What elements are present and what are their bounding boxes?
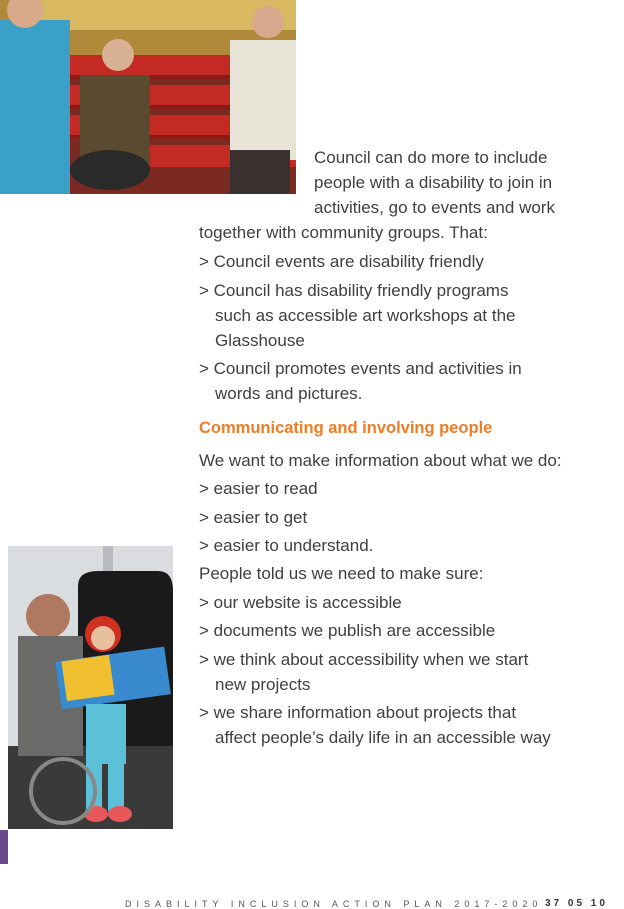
footer-title: DISABILITY INCLUSION ACTION PLAN 2017-2020 [125,899,543,909]
list-item: > easier to read [199,479,318,498]
section-intro: We want to make information about what we do: [199,451,562,470]
intro-line: Council can do more to include [314,148,548,167]
list-item: > we think about accessibility when we start [199,650,529,669]
list-item: > easier to get [199,508,308,527]
theatre-photo [0,0,296,194]
paragraph: People told us we need to make sure: [199,564,484,583]
intro-line: together with community groups. That: [199,223,488,242]
list-item-continuation: Glasshouse [215,331,305,350]
list-item: > we share information about projects that [199,703,517,722]
page-number: 37 05 10 [545,898,608,909]
list-item-continuation: words and pictures. [215,384,363,403]
list-item: > Council has disability friendly programs [199,281,509,300]
intro-line: activities, go to events and work [314,198,555,217]
section-heading: Communicating and involving people [199,419,493,437]
reading-photo [8,546,173,829]
list-item: > easier to understand. [199,536,374,555]
intro-line: people with a disability to join in [314,173,553,192]
list-item: > our website is accessible [199,593,402,612]
list-item-continuation: new projects [215,675,311,694]
list-item-continuation: affect people’s daily life in an accessible way [215,728,551,747]
section-tab-marker [0,830,8,864]
list-item: > Council promotes events and activities in [199,359,522,378]
list-item-continuation: such as accessible art workshops at the [215,306,516,325]
list-item: > Council events are disability friendly [199,252,484,271]
list-item: > documents we publish are accessible [199,621,496,640]
